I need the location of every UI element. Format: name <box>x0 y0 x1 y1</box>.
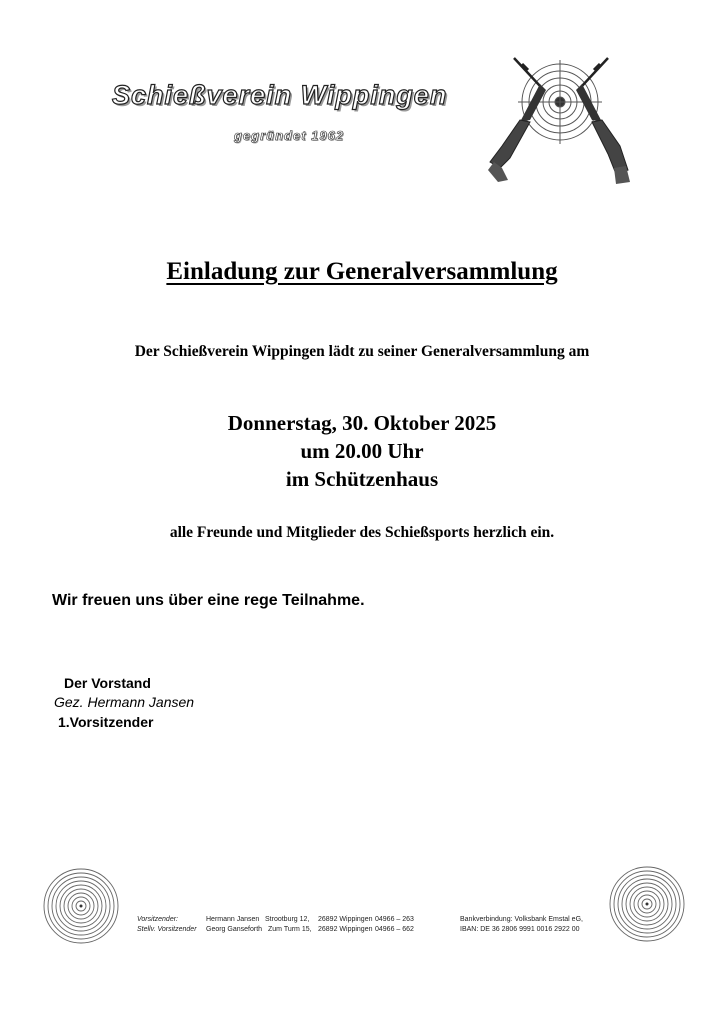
footer-target-left-icon <box>43 868 119 944</box>
footer-name: Georg Ganseforth <box>206 926 263 933</box>
invitation-title: Einladung zur Generalversammlung <box>166 258 558 285</box>
footer-street: Zum Turm 15, <box>268 926 312 933</box>
footer-role: Vorsitzender: <box>137 916 178 923</box>
footer-street: Strootburg 12, <box>265 916 310 923</box>
footer-phone: 04966 – 263 <box>375 916 414 923</box>
signature-role: 1.Vorsitzender <box>58 714 154 730</box>
signature-board: Der Vorstand <box>64 675 151 691</box>
event-details <box>0 409 724 493</box>
invitation-line: alle Freunde und Mitglieder des Schießsports herzlich ein. <box>169 524 555 541</box>
footer-phone: 04966 – 662 <box>375 926 414 933</box>
footer-city: 26892 Wippingen <box>318 916 373 923</box>
signature-name: Gez. Hermann Jansen <box>54 694 195 710</box>
footer-bank: IBAN: DE 36 2806 9991 0016 2922 00 <box>460 926 580 933</box>
founded-year-text: gegründet 1962 <box>234 128 345 143</box>
footer-city: 26892 Wippingen <box>318 926 373 933</box>
event-time: um 20.00 Uhr <box>300 439 424 463</box>
footer-name: Hermann Jansen <box>206 916 260 923</box>
club-name-logo-text: Schießverein Wippingen <box>112 80 448 110</box>
event-location: im Schützenhaus <box>285 467 439 491</box>
footer-bank: Bankverbindung: Volksbank Emstal eG, <box>460 916 583 923</box>
target-rifles-emblem <box>480 50 640 190</box>
closing-text: Wir freuen uns über eine rege Teilnahme. <box>52 592 365 609</box>
footer-role: Stellv. Vorsitzender <box>137 926 197 933</box>
invitation-intro: Der Schießverein Wippingen lädt zu seiner Generalversammlung am <box>134 343 590 360</box>
event-date: Donnerstag, 30. Oktober 2025 <box>227 411 497 435</box>
footer-target-right-icon <box>609 866 685 942</box>
